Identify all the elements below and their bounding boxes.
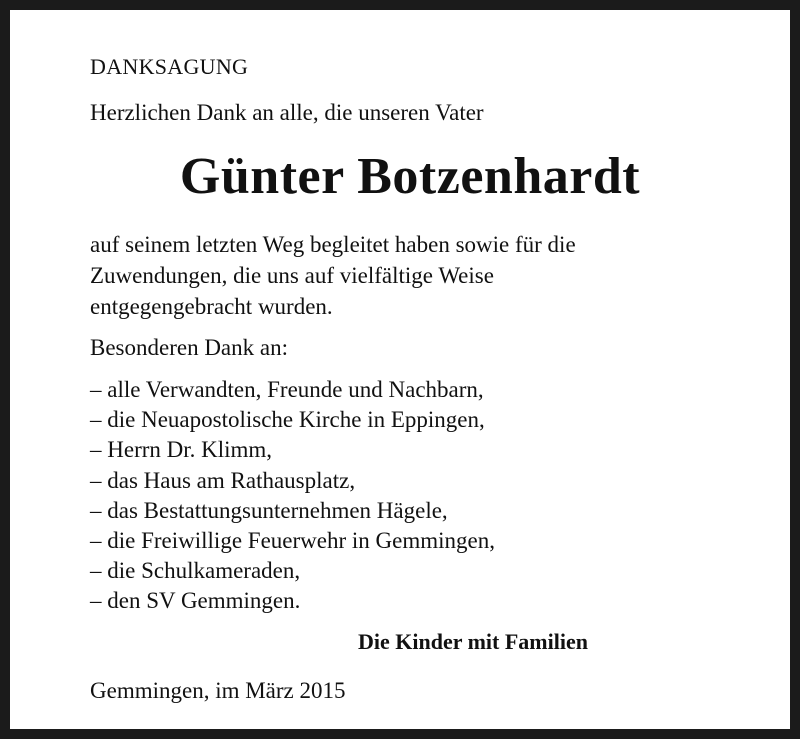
special-thanks-label: Besonderen Dank an: bbox=[90, 335, 288, 360]
list-item: – das Haus am Rathausplatz, bbox=[90, 467, 356, 493]
notice-heading: DANKSAGUNG bbox=[90, 54, 249, 79]
paragraph-line: entgegengebracht wurden. bbox=[90, 294, 333, 319]
list-item: – Herrn Dr. Klimm, bbox=[90, 437, 273, 463]
deceased-name: Günter Botzenhardt bbox=[179, 148, 641, 205]
list-item: – den SV Gemmingen. bbox=[90, 588, 301, 614]
list-item: – das Bestattungsunternehmen Hägele, bbox=[90, 497, 448, 523]
list-item: – die Schulkameraden, bbox=[90, 558, 301, 584]
intro-text: Herzlichen Dank an alle, die unseren Vater bbox=[90, 100, 484, 125]
thanks-paragraph bbox=[90, 230, 576, 323]
signature: Die Kinder mit Familien bbox=[358, 629, 588, 654]
paragraph-line: auf seinem letzten Weg begleitet haben sowie für die bbox=[90, 232, 576, 257]
list-item: – die Freiwillige Feuerwehr in Gemmingen, bbox=[90, 527, 495, 553]
paragraph-line: Zuwendungen, die uns auf vielfältige Weise bbox=[90, 263, 494, 288]
list-item: – alle Verwandten, Freunde und Nachbarn, bbox=[90, 377, 484, 402]
place-date: Gemmingen, im März 2015 bbox=[90, 678, 346, 703]
thanks-list bbox=[90, 375, 495, 617]
list-item: – die Neuapostolische Kirche in Eppingen, bbox=[90, 407, 485, 433]
